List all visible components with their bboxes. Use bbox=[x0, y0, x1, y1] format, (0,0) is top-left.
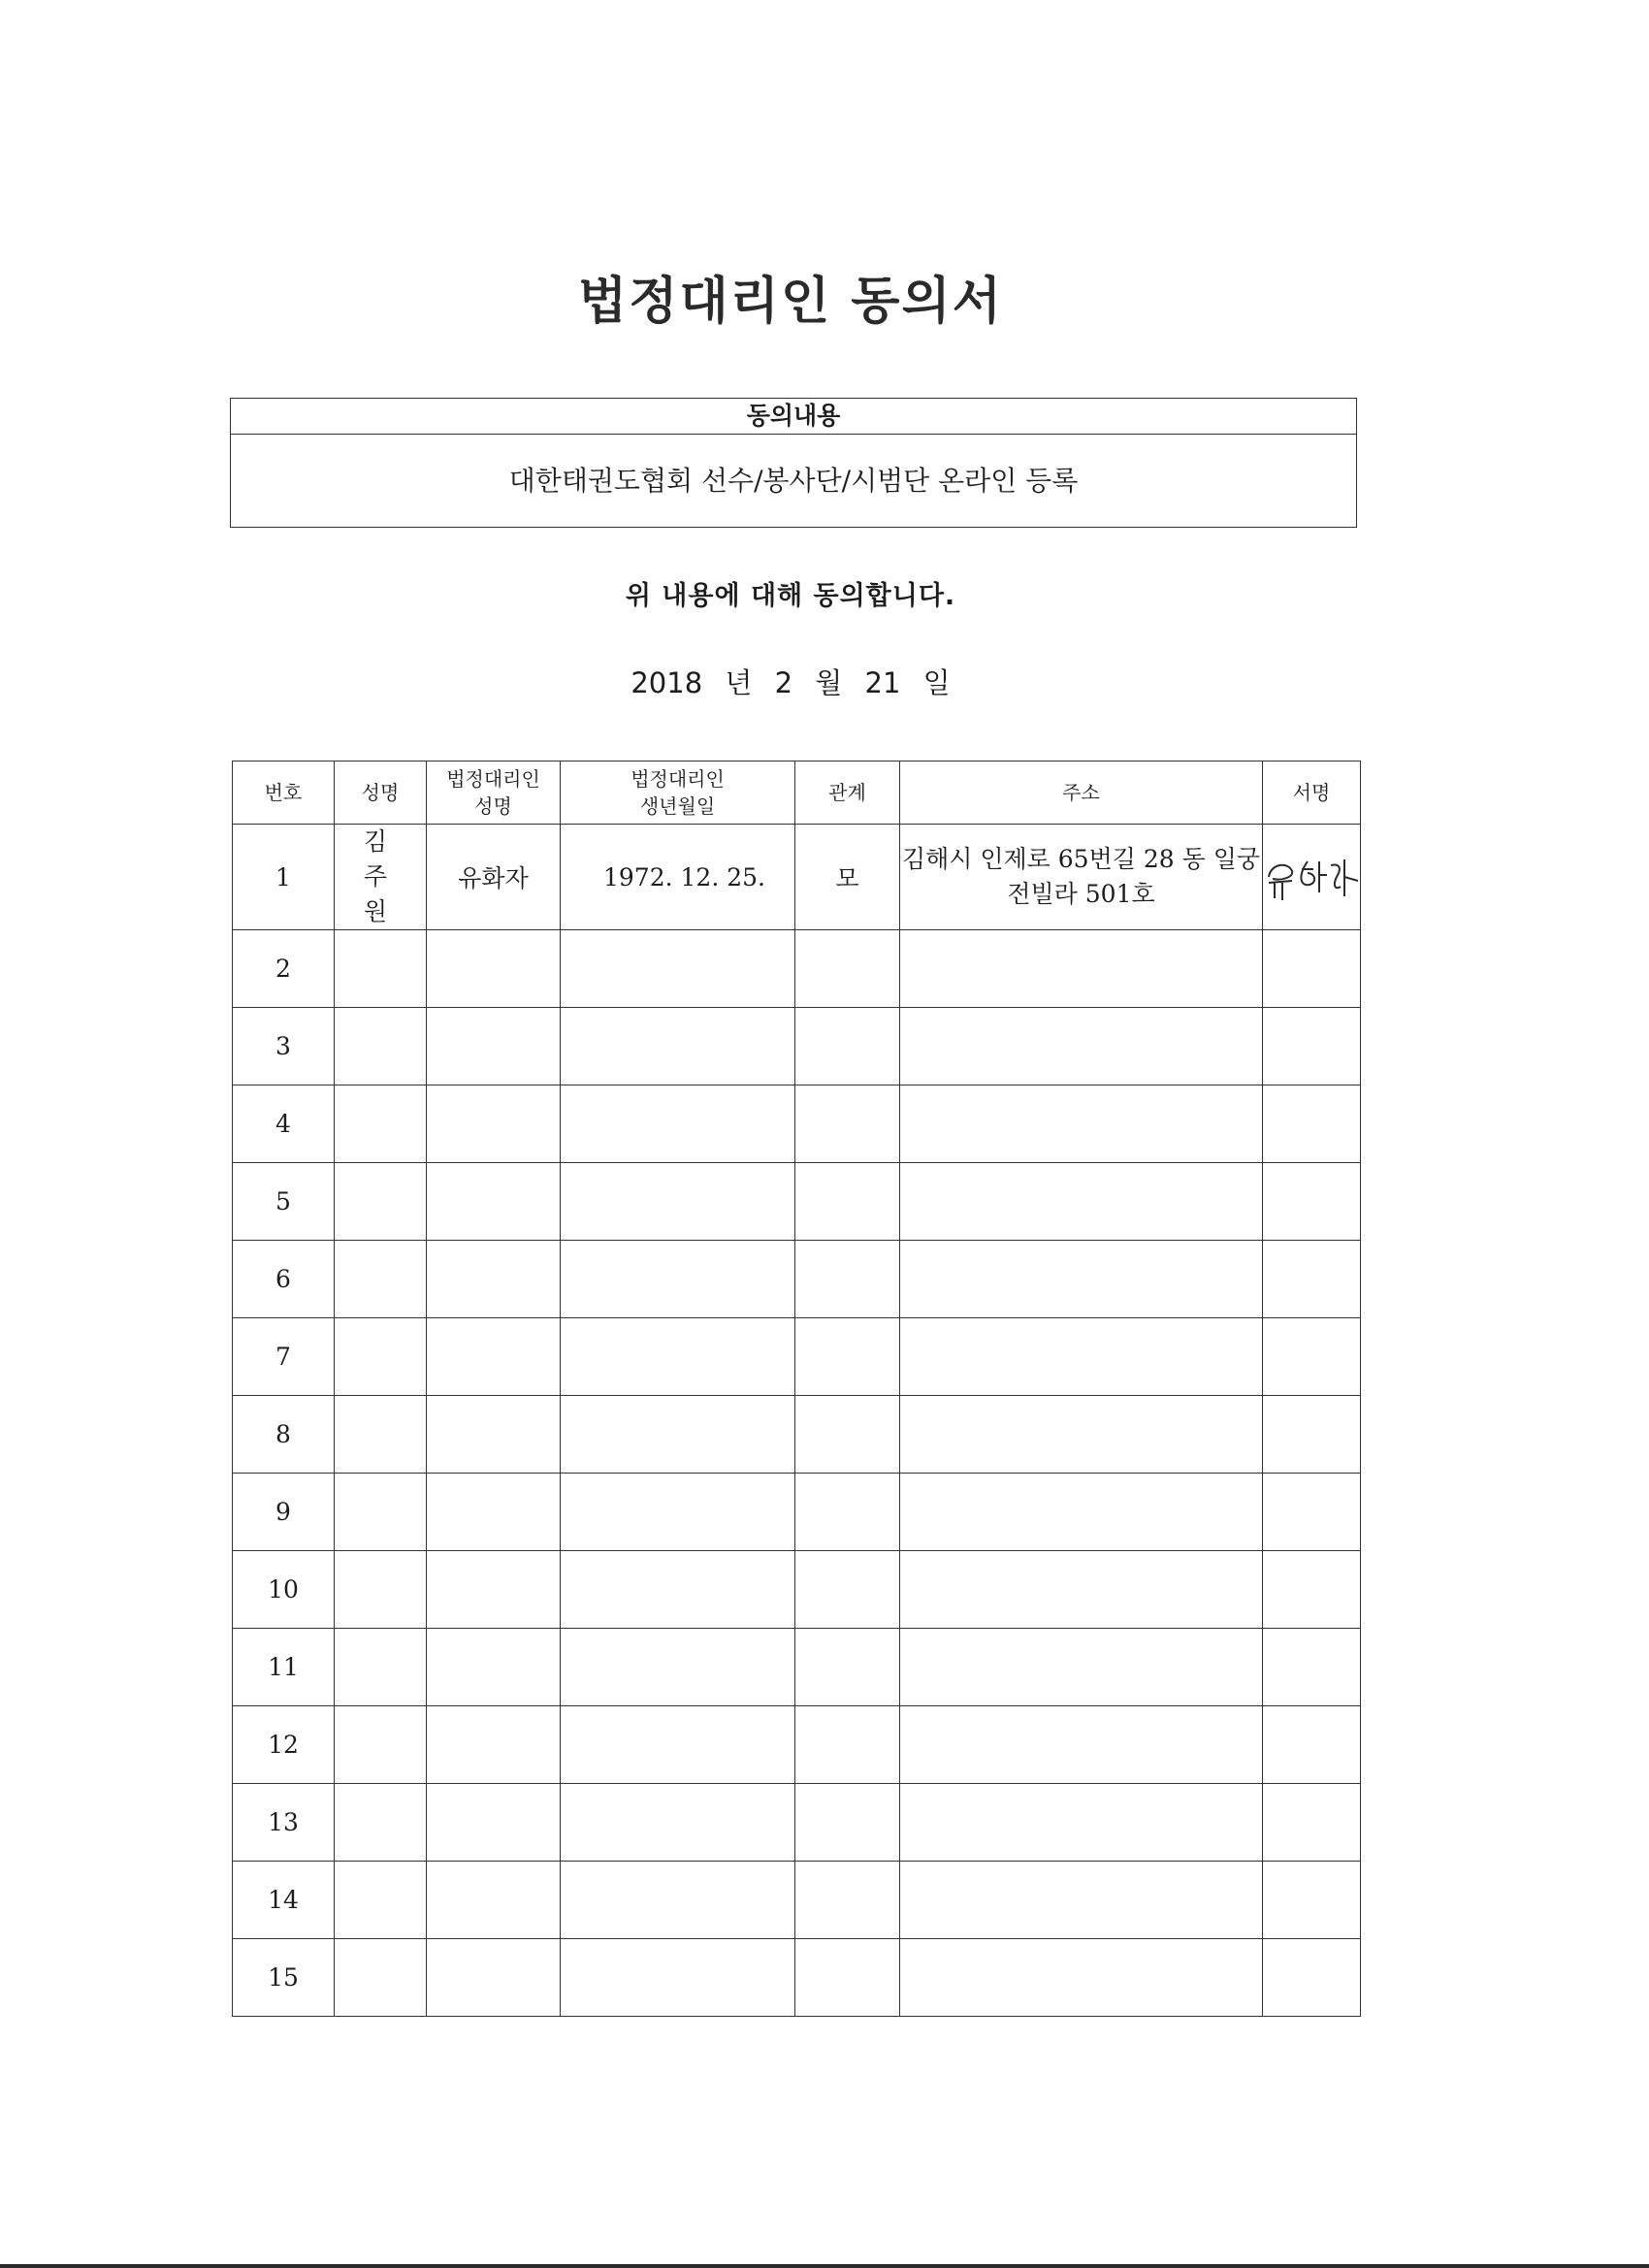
student-name bbox=[335, 1163, 427, 1241]
guardian-name bbox=[427, 1551, 561, 1629]
consent-date: 2018 년 2 월 21 일 bbox=[630, 666, 951, 699]
guardian-name bbox=[427, 1318, 561, 1396]
relation bbox=[795, 1629, 900, 1706]
relation bbox=[795, 1939, 900, 2017]
signature-cell bbox=[1263, 1629, 1361, 1706]
guardian-birth bbox=[561, 1241, 795, 1318]
document-title: 법정대리인 동의서 bbox=[578, 273, 1003, 331]
table-row bbox=[233, 1163, 1361, 1241]
guardian-name bbox=[427, 1862, 561, 1939]
relation bbox=[795, 1241, 900, 1318]
table-row bbox=[233, 1241, 1361, 1318]
student-name bbox=[335, 1939, 427, 2017]
guardian-birth bbox=[561, 1862, 795, 1939]
guardian-name bbox=[427, 1241, 561, 1318]
guardian-name bbox=[427, 1706, 561, 1784]
table-row bbox=[233, 1008, 1361, 1085]
address bbox=[900, 1163, 1263, 1241]
student-name bbox=[335, 1862, 427, 1939]
guardian-name bbox=[427, 1396, 561, 1474]
relation bbox=[795, 1474, 900, 1551]
student-name bbox=[335, 1241, 427, 1318]
guardian-table bbox=[232, 761, 1361, 2017]
guardian-name bbox=[427, 1008, 561, 1085]
row-number: 13 bbox=[233, 1784, 335, 1862]
signature-cell bbox=[1263, 1862, 1361, 1939]
guardian-name bbox=[427, 1163, 561, 1241]
relation bbox=[795, 1318, 900, 1396]
signature-cell bbox=[1263, 1784, 1361, 1862]
student-name bbox=[335, 1629, 427, 1706]
table-row bbox=[233, 1474, 1361, 1551]
signature-cell bbox=[1263, 825, 1361, 930]
address bbox=[900, 1551, 1263, 1629]
agreement-statement: 위 내용에 대해 동의합니다. bbox=[625, 581, 956, 611]
row-number: 8 bbox=[233, 1396, 335, 1474]
address bbox=[900, 1939, 1263, 2017]
student-name: 김 주 원 bbox=[335, 825, 427, 930]
student-name bbox=[335, 1318, 427, 1396]
row-number: 14 bbox=[233, 1862, 335, 1939]
guardian-birth bbox=[561, 1784, 795, 1862]
header-name: 성명 bbox=[335, 761, 427, 825]
row-number: 2 bbox=[233, 930, 335, 1008]
row-number: 9 bbox=[233, 1474, 335, 1551]
guardian-birth bbox=[561, 1163, 795, 1241]
address bbox=[900, 1862, 1263, 1939]
signature-cell bbox=[1263, 1939, 1361, 2017]
address bbox=[900, 1784, 1263, 1862]
signature-cell bbox=[1263, 1396, 1361, 1474]
signature-cell bbox=[1263, 1706, 1361, 1784]
guardian-birth bbox=[561, 1008, 795, 1085]
table-row bbox=[233, 1396, 1361, 1474]
consent-header: 동의내용 bbox=[231, 399, 1356, 435]
table-row bbox=[233, 1939, 1361, 2017]
signature-cell bbox=[1263, 930, 1361, 1008]
row-number: 12 bbox=[233, 1706, 335, 1784]
address bbox=[900, 930, 1263, 1008]
header-guardian-name: 법정대리인 성명 bbox=[427, 761, 561, 825]
signature-cell bbox=[1263, 1318, 1361, 1396]
row-number: 15 bbox=[233, 1939, 335, 2017]
consent-box bbox=[230, 398, 1357, 528]
table-row bbox=[233, 1706, 1361, 1784]
consent-body: 대한태권도협회 선수/봉사단/시범단 온라인 등록 bbox=[508, 465, 1079, 497]
relation bbox=[795, 1551, 900, 1629]
table-header-row bbox=[233, 761, 1361, 825]
guardian-birth bbox=[561, 1085, 795, 1163]
student-name bbox=[335, 930, 427, 1008]
address bbox=[900, 1241, 1263, 1318]
address bbox=[900, 1008, 1263, 1085]
header-address: 주소 bbox=[900, 761, 1263, 825]
guardian-birth bbox=[561, 1939, 795, 2017]
student-name bbox=[335, 1085, 427, 1163]
guardian-birth bbox=[561, 1629, 795, 1706]
student-name bbox=[335, 1784, 427, 1862]
header-signature: 서명 bbox=[1263, 761, 1361, 825]
address bbox=[900, 1318, 1263, 1396]
relation bbox=[795, 1008, 900, 1085]
table-row bbox=[233, 1784, 1361, 1862]
row-number: 5 bbox=[233, 1163, 335, 1241]
handwritten-signature bbox=[1263, 848, 1360, 906]
signature-cell bbox=[1263, 1163, 1361, 1241]
table-row bbox=[233, 1551, 1361, 1629]
row-number: 6 bbox=[233, 1241, 335, 1318]
address bbox=[900, 1474, 1263, 1551]
row-number: 7 bbox=[233, 1318, 335, 1396]
signature-cell bbox=[1263, 1008, 1361, 1085]
table-row bbox=[233, 1629, 1361, 1706]
address bbox=[900, 1396, 1263, 1474]
guardian-birth bbox=[561, 1396, 795, 1474]
relation bbox=[795, 930, 900, 1008]
table-row bbox=[233, 1862, 1361, 1939]
guardian-name: 유화자 bbox=[427, 825, 561, 930]
scan-edge-line bbox=[0, 2264, 1649, 2268]
guardian-birth bbox=[561, 1551, 795, 1629]
guardian-name bbox=[427, 1784, 561, 1862]
table-row bbox=[233, 1318, 1361, 1396]
header-number: 번호 bbox=[233, 761, 335, 825]
guardian-birth bbox=[561, 1474, 795, 1551]
guardian-birth: 1972. 12. 25. bbox=[561, 825, 795, 930]
student-name bbox=[335, 1474, 427, 1551]
row-number: 4 bbox=[233, 1085, 335, 1163]
row-number: 1 bbox=[233, 825, 335, 930]
relation: 모 bbox=[795, 825, 900, 930]
row-number: 11 bbox=[233, 1629, 335, 1706]
row-number: 3 bbox=[233, 1008, 335, 1085]
guardian-name bbox=[427, 930, 561, 1008]
student-name bbox=[335, 1706, 427, 1784]
student-name bbox=[335, 1396, 427, 1474]
student-name bbox=[335, 1551, 427, 1629]
relation bbox=[795, 1862, 900, 1939]
relation bbox=[795, 1396, 900, 1474]
signature-cell bbox=[1263, 1085, 1361, 1163]
address bbox=[900, 1085, 1263, 1163]
guardian-name bbox=[427, 1939, 561, 2017]
header-guardian-birth: 법정대리인 생년월일 bbox=[561, 761, 795, 825]
guardian-name bbox=[427, 1085, 561, 1163]
table-row bbox=[233, 825, 1361, 930]
guardian-birth bbox=[561, 1706, 795, 1784]
relation bbox=[795, 1784, 900, 1862]
row-number: 10 bbox=[233, 1551, 335, 1629]
guardian-birth bbox=[561, 1318, 795, 1396]
signature-cell bbox=[1263, 1551, 1361, 1629]
address bbox=[900, 1629, 1263, 1706]
signature-cell bbox=[1263, 1474, 1361, 1551]
guardian-name bbox=[427, 1474, 561, 1551]
table-row bbox=[233, 930, 1361, 1008]
address: 김해시 인제로 65번길 28 동 일궁전빌라 501호 bbox=[900, 825, 1263, 930]
relation bbox=[795, 1085, 900, 1163]
address bbox=[900, 1706, 1263, 1784]
student-name bbox=[335, 1008, 427, 1085]
signature-cell bbox=[1263, 1241, 1361, 1318]
guardian-birth bbox=[561, 930, 795, 1008]
table-row bbox=[233, 1085, 1361, 1163]
relation bbox=[795, 1163, 900, 1241]
header-relation: 관계 bbox=[795, 761, 900, 825]
relation bbox=[795, 1706, 900, 1784]
guardian-name bbox=[427, 1629, 561, 1706]
